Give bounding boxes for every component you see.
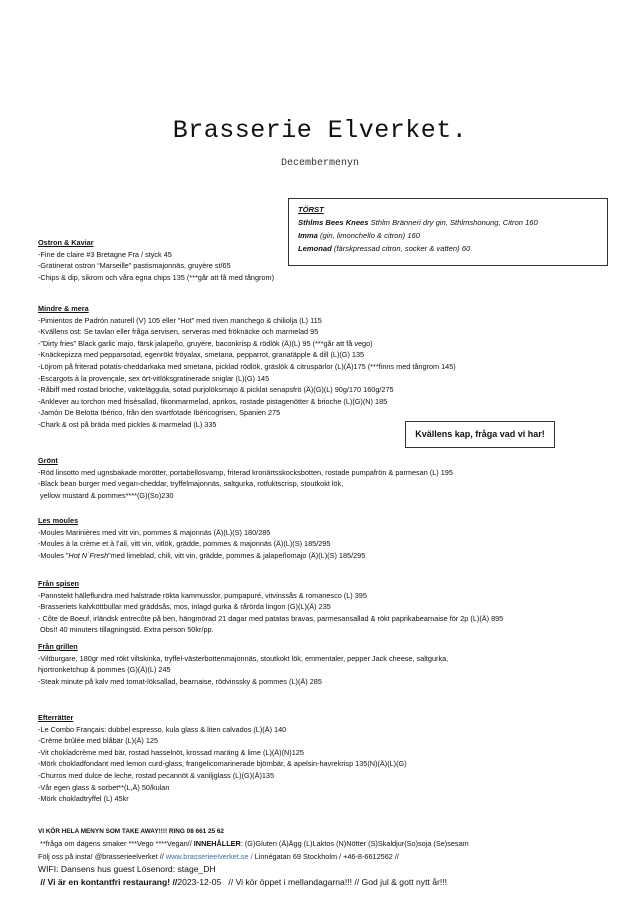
menu-item: -Mörk chokladtryffel (L) 45kr <box>38 794 129 804</box>
menu-item: -”Dirty fries” Black garlic majo, färsk jalapeño, gruyère, baconkrisp & rödlök (Ä)(L) 95 (***går att få vego) <box>38 338 373 348</box>
menu-item: -Vit chokladcrème med bär, rostad hasselnöt, krossad maräng & lime (L)(Ä)(N)125 <box>38 747 304 757</box>
legend-text: **fråga om dagens smaker ***Vego ****Vegan// <box>38 839 194 849</box>
restaurant-title: Brasserie Elverket. <box>172 116 468 145</box>
menu-item: -Löjrom på friterad potatis-cheddarkaka med smetana, picklad rödlök, gräslök & citruspärlor (L)(Ä)175 (***finns med tångrom 145) <box>38 361 456 371</box>
drink-desc: (färskpressad citron, socker & vatten) 60 <box>331 244 471 253</box>
drink-name: Lemonad <box>298 244 332 253</box>
menu-item: hjortronketchup & pommes (G)(Ä)(L) 245 <box>38 665 171 675</box>
item-name: Hot N´Fresh <box>68 550 109 560</box>
contact-line <box>38 851 469 863</box>
section-heading: Efterrätter <box>38 713 74 722</box>
item-text: -Moules ” <box>38 550 69 560</box>
menu-item: -Moules à la crème et à l’ail, vitt vin, vitlök, grädde, pommes & majonnäs (Ä)(L)(S) 185/295 <box>38 539 331 549</box>
drinks-box <box>288 198 608 266</box>
address-text: Linnégatan 69 Stockholm / +46-8-6612562 // <box>252 851 399 861</box>
legend-text: : (G)Gluten (Ä)Ägg (L)Laktos (N)Nötter (S)Skaldjur(So)soja (Se)sesam <box>240 839 469 849</box>
wifi-info: WIFI: Dansens hus guest Lösenord: stage_DH <box>38 864 216 875</box>
footer <box>38 826 469 888</box>
menu-item: -Viltburgare, 180gr med rökt viltskinka, tryffel-västerbottenmajonnäs, stoutkokt lök, emmentaler, pepper Jack cheese, saltgurka, <box>38 653 449 663</box>
menu-item: -Kvällens ost: Se tavlan eller fråga servisen, serveras med fröknäcke och marmelad 95 <box>38 327 319 337</box>
menu-item: -Steak minute på kalv med tomat-löksallad, bearnaise, rödvinssky & pommes (L)(Ä) 285 <box>38 676 322 686</box>
menu-item: -Vår egen glass & sorbet**(L,Ä) 50/kulan <box>38 782 170 792</box>
menu-item: -Röd linsotto med ugnsbakade morötter, portabellosvamp, friterad kronärtsskocksbotten, rostade pumpafrön & parmesan (L) 195 <box>38 467 453 477</box>
menu-date: 2023-12-05 <box>177 876 222 887</box>
section-heading: Från grillen <box>38 642 78 651</box>
section-grillen <box>38 641 448 687</box>
closing-line <box>38 876 469 888</box>
instagram-text: Följ oss på insta! @brasserieelverket // <box>38 851 166 861</box>
menu-item: -Chips & dip, sikrom och våra egna chips 135 (***går att få med tångrom) <box>38 272 275 282</box>
menu-item: -Chark & ost på bräda med pickles & marmelad (L) 335 <box>38 419 217 429</box>
menu-item: -Jamón De Belotta Ibérico, från den svartfotade Ibéricogrisen, Spanien 275 <box>38 408 281 418</box>
section-heading: Från spisen <box>38 579 79 588</box>
menu-item: -Knäckepizza med pepparsotad, egenrökt fröyalax, smetana, pepparrot, granatäpple & dill (L)(G) 135 <box>38 350 365 360</box>
menu-item: -Råbiff med rostad brioche, vakteläggula, sotad purjolöksmajo & picklat senapsfrö (Ä)(G)(L) 90g/170 160g/275 <box>38 385 394 395</box>
section-heading: Grönt <box>38 456 58 465</box>
menu-item: -Mörk chokladfondant med lemon curd-glass, frangelicomarinerade björnbär, & apelsin-havrekrisp 135(N)(Ä)(L)(G) <box>38 759 407 769</box>
drink-name: Sthlms Bees Knees <box>298 218 369 227</box>
menu-item: yellow mustard & pommes****(G)(So)230 <box>38 490 174 500</box>
drink-item <box>298 216 598 229</box>
section-mindre <box>38 303 456 431</box>
section-heading: Les moules <box>38 516 79 525</box>
drink-item <box>298 229 598 242</box>
drink-desc: (gin, limonchello & citron) 160 <box>317 231 420 240</box>
menu-item: -Fine de claire #3 Bretagne Fra / styck 45 <box>38 249 172 259</box>
drinks-heading: TÖRST <box>298 205 324 214</box>
menu-item: Obs!! 40 minuters tillagningstid. Extra person 50kr/pp. <box>38 625 214 635</box>
drink-item <box>298 242 598 255</box>
menu-item: -Churros med dulce de leche, rostad pecannöt & vaniljglass (L)(G)(Ä)135 <box>38 770 275 780</box>
section-moules <box>38 515 365 561</box>
section-spisen <box>38 578 503 636</box>
section-gront <box>38 455 453 501</box>
menu-item: -Black bean burger med vegan-cheddar, tryffelmajonnäs, saltgurka, rotfuktscrisp, stoutkokt lök, <box>38 479 344 489</box>
cashless-note: // Vi är en kontantfri restaurang! // <box>38 876 178 887</box>
section-heading: Mindre & mera <box>38 304 89 313</box>
menu-item: -Brasseriets kalvköttbullar med gräddsås, mos, inlagd gurka & rårörda lingon (G)(L)(Ä) 235 <box>38 602 331 612</box>
kap-note-box: Kvällens kap, fråga vad vi har! <box>405 421 555 448</box>
menu-item: - Côte de Boeuf, irländsk entrecôte på ben, hängmörad 21 dagar med patatas bravas, parmesansallad & rökt paprikabearnaise för 2p (L)(Ä) 895 <box>38 613 504 623</box>
section-ostron <box>38 237 274 283</box>
menu-item: -Moules Marinières med vitt vin, pommes & majonnäs (Ä)(L)(S) 180/285 <box>38 527 271 537</box>
drink-desc: Sthlm Bränneri dry gin, Sthlmshonung, Citron 160 <box>368 218 538 227</box>
menu-item: -Escargots à la provençale, sex ört-vitlöksgratinerade sniglar (L)(G) 145 <box>38 373 270 383</box>
drink-name: Imma <box>298 231 318 240</box>
menu-item: -Anklever au torchon med frisésallad, fikonmarmelad, aprikos, rostade pistagenötter & brioche (L)(G)(N) 185 <box>38 396 388 406</box>
menu-item: -Le Combo Français: dubbel espresso, kula glass & liten calvados (L)(Ä) 140 <box>38 724 287 734</box>
menu-item: -Crème brûlée med blåbär (L)(Ä) 125 <box>38 736 159 746</box>
menu-subtitle: Decembermenyn <box>280 158 359 169</box>
closing-text: // Vi kör öppet i mellandagarna!!! // God jul & gott nytt år!!! <box>221 876 448 887</box>
item-text: ”med limeblad, chili, vitt vin, grädde, pommes & jalapeñomajo (Ä)(L)(S) 185/295 <box>108 550 366 560</box>
menu-item: -Gratinerat ostron “Marseille” pastismajonnäs, gruyère st/65 <box>38 261 231 271</box>
menu-item: -Pannstekt hälleflundra med halstrade rökta kammusslor, pumpapuré, vitvinssås & romanesco (L) 395 <box>38 590 367 600</box>
allergen-legend <box>38 838 469 850</box>
section-efterratter <box>38 712 407 805</box>
section-heading: Ostron & Kaviar <box>38 238 94 247</box>
website-link[interactable]: www.brasserieelverket.se / <box>165 851 253 861</box>
takeaway-note: VI KÖR HELA MENYN SOM TAKE AWAY!!!! RING 08 661 25 62 <box>38 828 224 835</box>
menu-item <box>38 550 365 562</box>
menu-item: -Pimientos de Padrón naturell (V) 105 eller ”Hot” med riven manchego & chiliolja (L) 115 <box>38 315 322 325</box>
legend-label: INNEHÅLLER <box>193 839 241 849</box>
